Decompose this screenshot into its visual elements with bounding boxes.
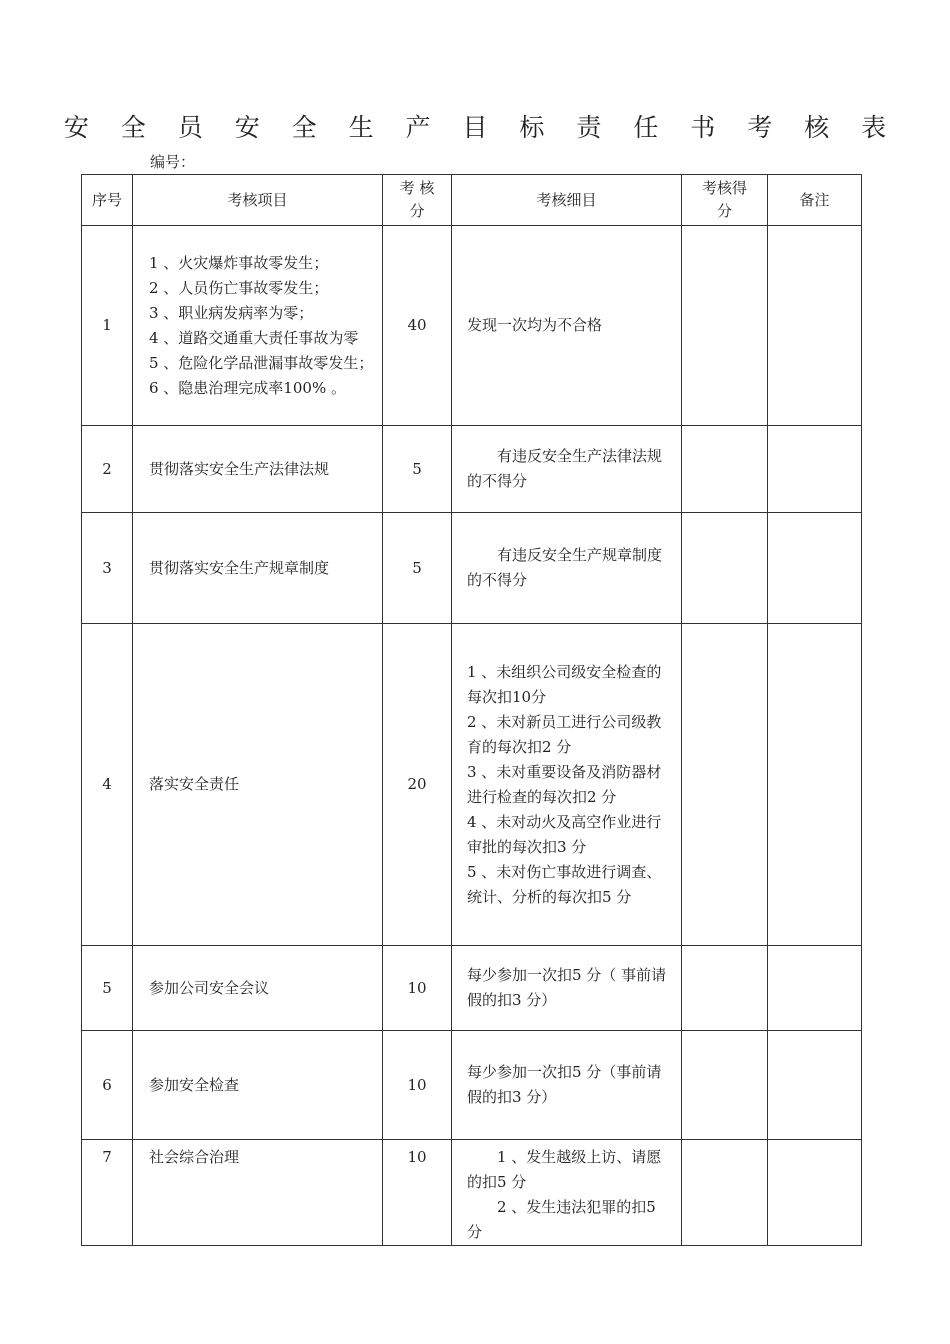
detail-line: 1 、发生越级上访、请愿的扣5 分 <box>467 1148 662 1191</box>
detail-line: 5 、未对伤亡事故进行调查、统计、分析的每次扣5 分 <box>467 862 662 906</box>
row-detail <box>452 226 682 426</box>
row-detail <box>452 426 682 513</box>
header-score-line1: 考 核 <box>399 179 435 197</box>
table-row <box>82 1140 862 1246</box>
table-row <box>82 226 862 426</box>
row-score: 10 <box>383 1140 452 1246</box>
row-score: 5 <box>383 426 452 513</box>
row-note <box>768 513 862 624</box>
row-got-score <box>682 226 768 426</box>
row-detail <box>452 1140 682 1246</box>
detail-line: 有违反安全生产法律法规的不得分 <box>467 447 663 490</box>
detail-line: 4 、未对动火及高空作业进行审批的每次扣3 分 <box>467 812 662 856</box>
row-note <box>768 946 862 1031</box>
row-detail <box>452 513 682 624</box>
row-got-score <box>682 946 768 1031</box>
assessment-table <box>81 174 862 1246</box>
item-line: 4 、道路交通重大责任事故为零 <box>149 328 359 347</box>
header-got <box>682 175 768 226</box>
detail-line: 发现一次均为不合格 <box>467 316 603 334</box>
header-item <box>133 175 383 226</box>
header-no: 序号 <box>82 175 133 226</box>
header-row <box>82 175 862 226</box>
row-no: 2 <box>82 426 133 513</box>
header-detail: 考核细目 <box>452 175 682 226</box>
row-item: 参加安全检查 <box>133 1031 383 1140</box>
header-score <box>383 175 452 226</box>
row-detail <box>452 624 682 946</box>
row-note <box>768 1140 862 1246</box>
table-row <box>82 1031 862 1140</box>
header-got-line1: 考核得 <box>701 179 747 197</box>
row-note <box>768 426 862 513</box>
row-no: 6 <box>82 1031 133 1140</box>
row-got-score <box>682 1140 768 1246</box>
row-item: 参加公司安全会议 <box>133 946 383 1031</box>
row-item <box>133 226 383 426</box>
item-line: 5 、危险化学品泄漏事故零发生； <box>149 353 374 372</box>
row-score: 20 <box>383 624 452 946</box>
row-got-score <box>682 1031 768 1140</box>
detail-line: 每少参加一次扣5 分（ 事前请假的扣3 分） <box>467 966 667 1009</box>
item-line: 6 、隐患治理完成率100% 。 <box>149 378 346 397</box>
row-note <box>768 624 862 946</box>
detail-line: 每少参加一次扣5 分（事前请假的扣3 分） <box>467 1063 662 1106</box>
row-got-score <box>682 426 768 513</box>
header-score-line2: 分 <box>409 202 425 220</box>
row-note <box>768 226 862 426</box>
item-line: 2 、人员伤亡事故零发生； <box>149 278 329 297</box>
row-no: 7 <box>82 1140 133 1246</box>
document-number-label: 编号： <box>150 153 196 171</box>
header-got-line2: 分 <box>716 202 732 220</box>
row-item: 社会综合治理 <box>133 1140 383 1246</box>
row-note <box>768 1031 862 1140</box>
item-line: 1 、火灾爆炸事故零发生； <box>149 253 329 272</box>
row-score: 5 <box>383 513 452 624</box>
row-score: 10 <box>383 1031 452 1140</box>
row-score: 10 <box>383 946 452 1031</box>
row-no: 5 <box>82 946 133 1031</box>
detail-line: 1 、未组织公司级安全检查的每次扣10分 <box>467 662 662 706</box>
table-row <box>82 426 862 513</box>
table-row <box>82 946 862 1031</box>
row-item: 贯彻落实安全生产规章制度 <box>133 513 383 624</box>
document-title: 安 全 员 安 全 生 产 目 标 责 任 书 考 核 表 <box>63 113 899 142</box>
row-got-score <box>682 513 768 624</box>
table-row <box>82 513 862 624</box>
row-got-score <box>682 624 768 946</box>
item-line: 3 、职业病发病率为零； <box>149 303 314 322</box>
row-score: 40 <box>383 226 452 426</box>
table-row <box>82 624 862 946</box>
header-note: 备注 <box>768 175 862 226</box>
row-no: 1 <box>82 226 133 426</box>
row-no: 3 <box>82 513 133 624</box>
detail-line: 有违反安全生产规章制度的不得分 <box>467 546 663 589</box>
row-detail <box>452 1031 682 1140</box>
detail-line: 2 、未对新员工进行公司级教育的每次扣2 分 <box>467 712 662 756</box>
row-item: 落实安全责任 <box>133 624 383 946</box>
detail-line: 2 、发生违法犯罪的扣5 分 <box>467 1198 656 1241</box>
row-no: 4 <box>82 624 133 946</box>
row-item: 贯彻落实安全生产法律法规 <box>133 426 383 513</box>
detail-line: 3 、未对重要设备及消防器材进行检查的每次扣2 分 <box>467 762 662 806</box>
header-item-label: 考核项目 <box>227 190 288 209</box>
row-detail <box>452 946 682 1031</box>
